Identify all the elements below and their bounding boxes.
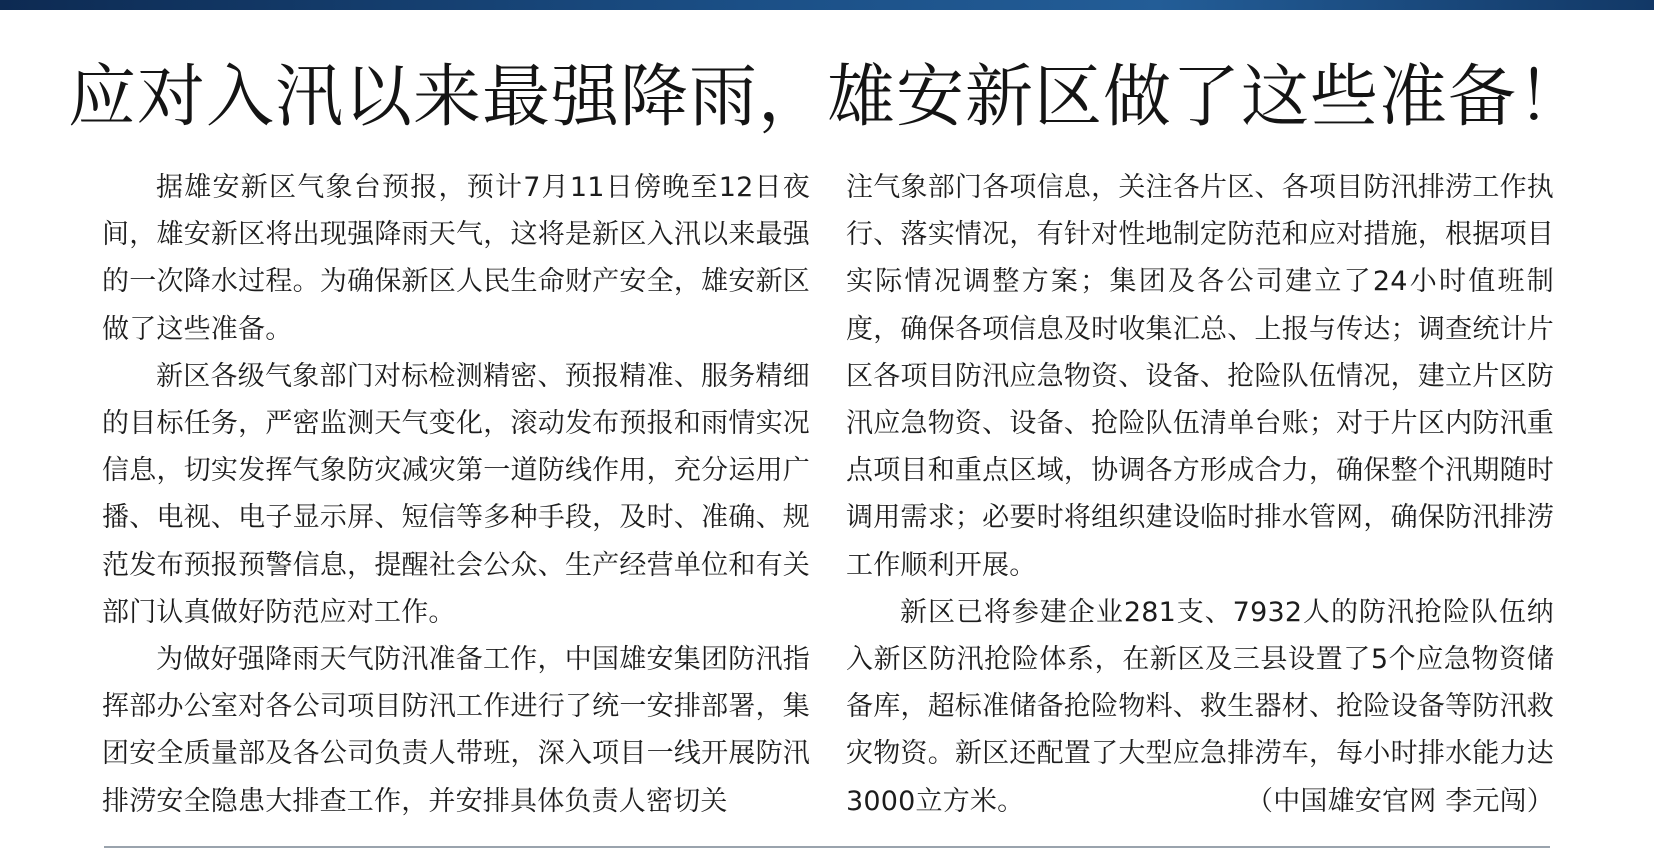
left-column [102,164,810,817]
top-banner-bar [0,0,1654,10]
bottom-divider [104,846,1550,848]
article-credit: （中国雄安官网 李元闯） [1246,785,1554,817]
article-body [102,164,1554,817]
paragraph-forecast: 据雄安新区气象台预报，预计7月11日傍晚至12日夜间，雄安新区将出现强降雨天气，这将是新区入汛以来最强的一次降水过程。为确保新区人民生命财产安全，雄安新区做了这些准备。 [102,172,810,345]
paragraph-rescue-teams-text: 新区已将参建企业281支、7932人的防汛抢险队伍纳入新区防汛抢险体系，在新区及三县设置了5个应急物资储备库，超标准储备抢险物料、救生器材、抢险设备等防汛救灾物资。新区还配置了大型应急排涝车，每小时排水能力达3000立方米。 [846,596,1554,817]
paragraph-group-preparation-continued: 注气象部门各项信息，关注各片区、各项目防汛排涝工作执行、落实情况，有针对性地制定防范和应对措施，根据项目实际情况调整方案；集团及各公司建立了24小时值班制度，确保各项信息及时收集汇总、上报与传达；调查统计片区各项目防汛应急物资、设备、抢险队伍情况，建立片区防汛应急物资、设备、抢险队伍清单台账；对于片区内防汛重点项目和重点区域，协调各方形成合力，确保整个汛期随时调用需求；必要时将组织建设临时排水管网，确保防汛排涝工作顺利开展。 [846,172,1554,581]
paragraph-group-preparation: 为做好强降雨天气防汛准备工作，中国雄安集团防汛指挥部办公室对各公司项目防汛工作进行了统一安排部署，集团安全质量部及各公司负责人带班，深入项目一线开展防汛排涝安全隐患大排查工作，并安排具体负责人密切关 [102,644,810,817]
paragraph-rescue-teams [846,589,1554,825]
right-column [846,164,1554,817]
article-headline: 应对入汛以来最强降雨，雄安新区做了这些准备！ [67,58,1586,137]
paragraph-meteorology: 新区各级气象部门对标检测精密、预报精准、服务精细的目标任务，严密监测天气变化，滚动发布预报和雨情实况信息，切实发挥气象防灾减灾第一道防线作用，充分运用广播、电视、电子显示屏、短信等多种手段，及时、准确、规范发布预报预警信息，提醒社会公众、生产经营单位和有关部门认真做好防范应对工作。 [102,360,810,628]
